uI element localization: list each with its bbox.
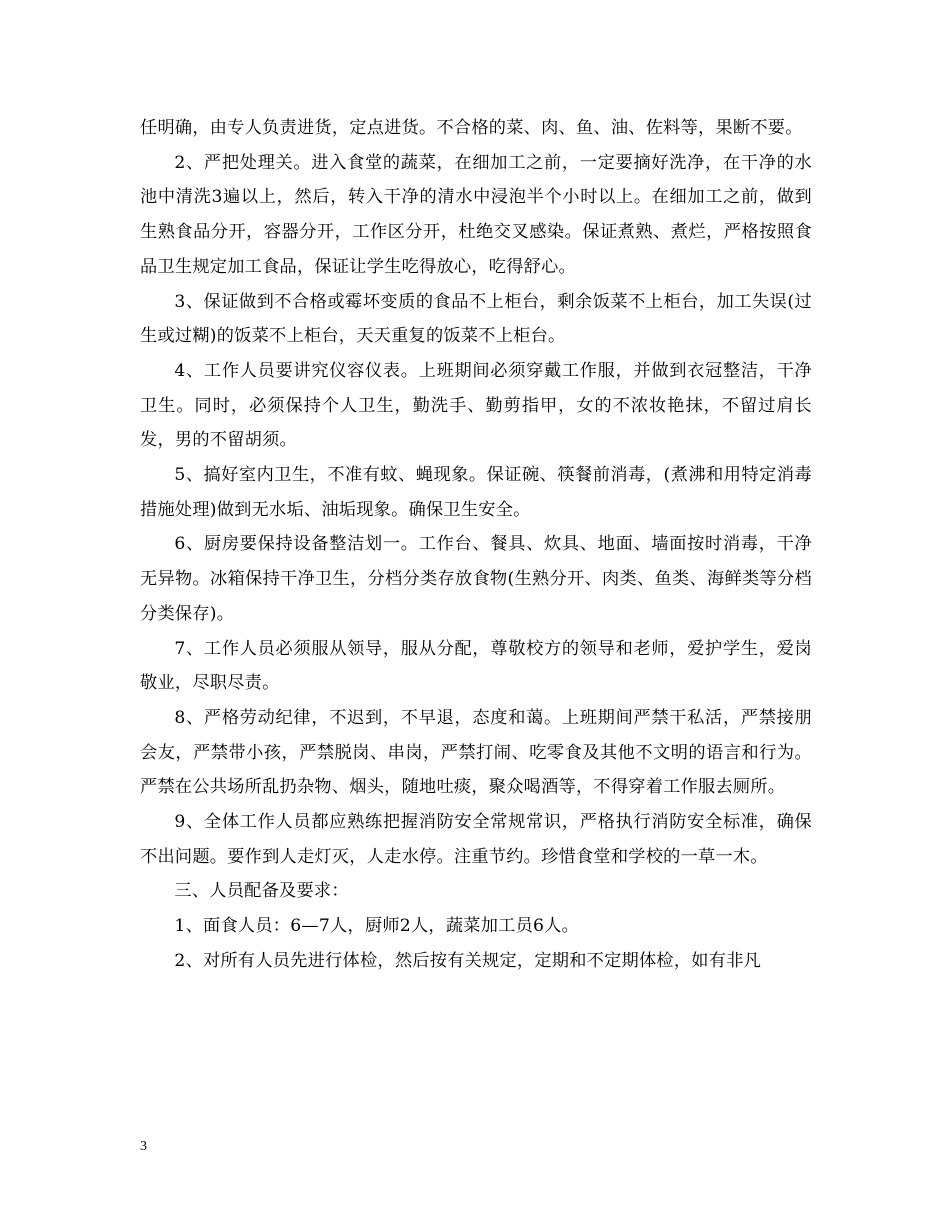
paragraph: 2、严把处理关。进入食堂的蔬菜，在细加工之前，一定要摘好洗净，在干净的水池中清洗3遍以上，然后，转入干净的清水中浸泡半个小时以上。在细加工之前，做到生熟食品分开，容器分开，工作区分开，杜绝交叉感染。保证煮熟、煮烂，严格按照食品卫生规定加工食品，保证让学生吃得放心，吃得舒心。 bbox=[140, 152, 812, 277]
paragraph: 6、厨房要保持设备整洁划一。工作台、餐具、炊具、地面、墙面按时消毒，干净无异物。冰箱保持干净卫生，分档分类存放食物(生熟分开、肉类、鱼类、海鲜类等分档分类保存)。 bbox=[140, 534, 812, 624]
document-body bbox=[140, 111, 812, 979]
paragraph: 任明确，由专人负责进货，定点进货。不合格的菜、肉、鱼、油、佐料等，果断不要。 bbox=[140, 118, 803, 138]
paragraph: 5、搞好室内卫生，不准有蚊、蝇现象。保证碗、筷餐前消毒，(煮沸和用特定消毒措施处理)做到无水垢、油垢现象。确保卫生安全。 bbox=[140, 465, 812, 520]
paragraph: 3、保证做到不合格或霉坏变质的食品不上柜台，剩余饭菜不上柜台，加工失误(过生或过糊)的饭菜不上柜台，天天重复的饭菜不上柜台。 bbox=[140, 291, 812, 347]
section-heading: 三、人员配备及要求： bbox=[174, 881, 349, 902]
paragraph: 4、工作人员要讲究仪容仪表。上班期间必须穿戴工作服，并做到衣冠整洁，干净卫生。同时，必须保持个人卫生，勤洗手、勤剪指甲，女的不浓妆艳抹，不留过肩长发，男的不留胡须。 bbox=[140, 360, 812, 451]
paragraph: 8、严格劳动纪律，不迟到，不早退，态度和蔼。上班期间严禁干私活，严禁接朋会友，严禁带小孩，严禁脱岗、串岗，严禁打闹、吃零食及其他不文明的语言和行为。严禁在公共场所乱扔杂物、烟头，随地吐痰，聚众喝酒等，不得穿着工作服去厕所。 bbox=[140, 707, 812, 798]
page-number: 3 bbox=[140, 1139, 147, 1154]
paragraph: 7、工作人员必须服从领导，服从分配，尊敬校方的领导和老师，爱护学生，爱岗敬业，尽职尽责。 bbox=[140, 638, 812, 694]
paragraph: 9、全体工作人员都应熟练把握消防安全常规常识，严格执行消防安全标准，确保不出问题。要作到人走灯灭，人走水停。注重节约。珍惜食堂和学校的一草一木。 bbox=[140, 812, 812, 867]
paragraph: 2、对所有人员先进行体检，然后按有关规定，定期和不定期体检，如有非凡 bbox=[174, 950, 762, 971]
paragraph: 1、面食人员：6—7人，厨师2人，蔬菜加工员6人。 bbox=[174, 916, 580, 937]
